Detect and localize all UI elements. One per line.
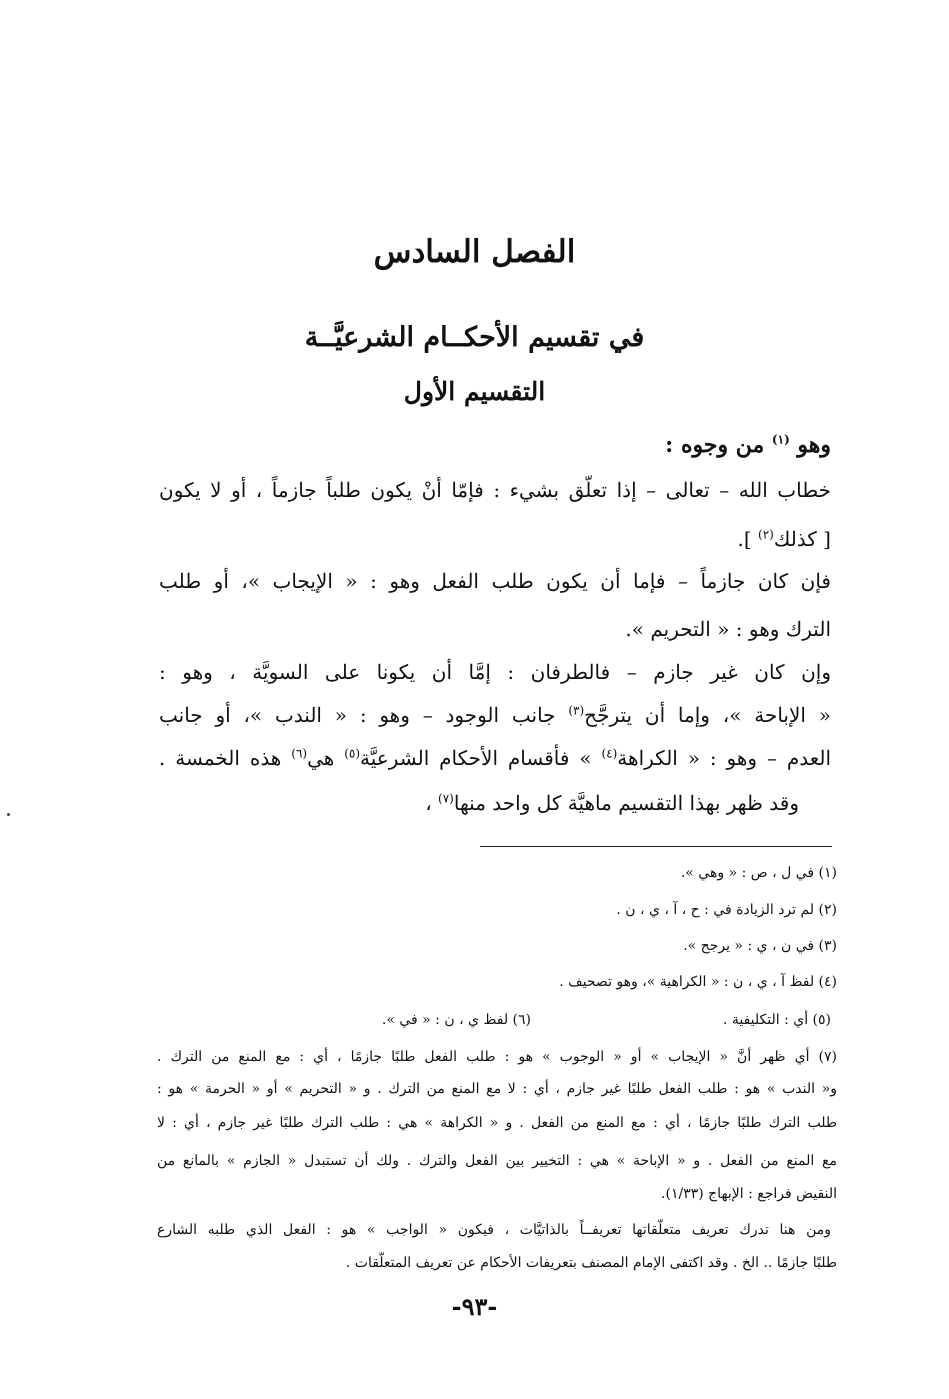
body-text: جانب الوجود – وهو : « الندب »، أو جانب <box>159 703 569 727</box>
body-text: هذه الخمسة . <box>159 746 292 770</box>
footnote-1: (١) في ل ، ص : « وهي ». <box>680 865 837 881</box>
body-text: من وجوه : <box>665 432 772 458</box>
footnote-6: (٦) لفظ ي ، ن : « في ». <box>381 1012 531 1028</box>
chapter-title: الفصل السادس <box>373 234 576 270</box>
footnote-7-line-5: النقيض فراجع : الإبهاج (١/٣٣). <box>661 1186 837 1202</box>
body-text: » فأقسام الأحكام الشرعيَّة <box>360 746 602 770</box>
body-line-8 <box>159 743 831 775</box>
footnote-ref: (٤) <box>601 746 618 761</box>
footnote-7-line-3: طلب الترك طلبًا جازمًا ، أي : مع المنع من الفعل . و « الكراهة » هي : طلب الترك طلبًا غير جازم ، أي : لا <box>157 1115 837 1131</box>
division-title: التقسيم الأول <box>403 377 546 406</box>
footnote-ref: (٧) <box>438 791 454 806</box>
margin-mark <box>7 813 10 816</box>
body-line-6: وإن كان غير جازم – فالطرفان : إمَّا أن يكونا على السويَّة ، وهو : <box>159 660 831 684</box>
footnote-7-line-7: طلبًا جازمًا .. الخ . وقد اكتفى الإمام المصنف بتعريفات الأحكام عن تعريف المتعلّقات . <box>345 1255 837 1271</box>
body-line-9 <box>159 788 799 820</box>
footnote-7-line-2: و« الندب » هو : طلب الفعل طلبًا غير جازم ، أي : لا مع المنع من الترك . و « التحريم » أو « الحرمة » هو : <box>157 1081 837 1097</box>
footnote-7-line-4: مع المنع من الفعل . و « الإباحة » هي : التخيير بين الفعل والترك . ولك أن تستبدل « الجازم » بالمانع من <box>157 1153 837 1169</box>
body-text: « الإباحة »، وإما أن يترجَّح <box>584 703 831 727</box>
footnote-ref: (٢) <box>758 527 774 542</box>
body-line-2: خطاب الله – تعالى – إذا تعلَّق بشيء : فإمّا أنْ يكون طلباً جازماً ، أو لا يكون <box>159 478 831 502</box>
section-title: في تقسيم الأحكــام الشرعيَّــة <box>304 322 645 353</box>
footnote-7-line-1: (٧) أي ظهر أنَّ « الإيجاب » أو « الوجوب » هو : طلب الفعل طلبًا جازمًا ، أي : مع المنع من الترك . <box>157 1049 837 1065</box>
body-line-4: فإن كان جازماً – فإما أن يكون طلب الفعل وهو : « الإيجاب »، أو طلب <box>159 569 831 593</box>
footnote-ref: (١) <box>771 432 790 447</box>
body-line-3 <box>159 524 831 556</box>
body-text: [ كذلك <box>773 527 831 551</box>
body-text: ]. <box>737 527 759 551</box>
body-line-7 <box>159 700 831 732</box>
footnote-separator <box>480 846 832 847</box>
page-number: -٩٣- <box>451 1292 498 1321</box>
body-line-5: الترك وهو : « التحريم ». <box>625 617 831 641</box>
body-line-1 <box>159 430 831 462</box>
footnote-3: (٣) في ن ، ي : « يرجح ». <box>683 938 837 954</box>
footnote-4: (٤) لفظ آ ، ي ، ن : « الكراهية »، وهو تصحيف . <box>559 974 837 990</box>
footnote-ref: (٣) <box>568 703 585 718</box>
body-text: ، <box>425 791 439 815</box>
footnote-7-line-6: ومن هنا تدرك تعريف متعلّقاتها تعريفــاً بالذاتيَّات ، فيكون « الواجب » هو : الفعل الذي طلبه الشارع <box>157 1222 831 1238</box>
footnote-ref: (٦) <box>291 746 308 761</box>
body-text: هي <box>307 746 345 770</box>
body-text: وهو <box>789 432 831 458</box>
footnote-ref: (٥) <box>344 746 361 761</box>
footnote-5: (٥) أي : التكليفية . <box>722 1012 831 1028</box>
footnote-2: (٢) لم ترد الزيادة في : ح ، آ ، ي ، ن . <box>616 902 837 918</box>
body-text: وقد ظهر بهذا التقسيم ماهيَّة كل واحد منها <box>453 791 799 815</box>
footnote-pair <box>271 1009 831 1033</box>
body-text: العدم – وهو : « الكراهة <box>617 746 831 770</box>
